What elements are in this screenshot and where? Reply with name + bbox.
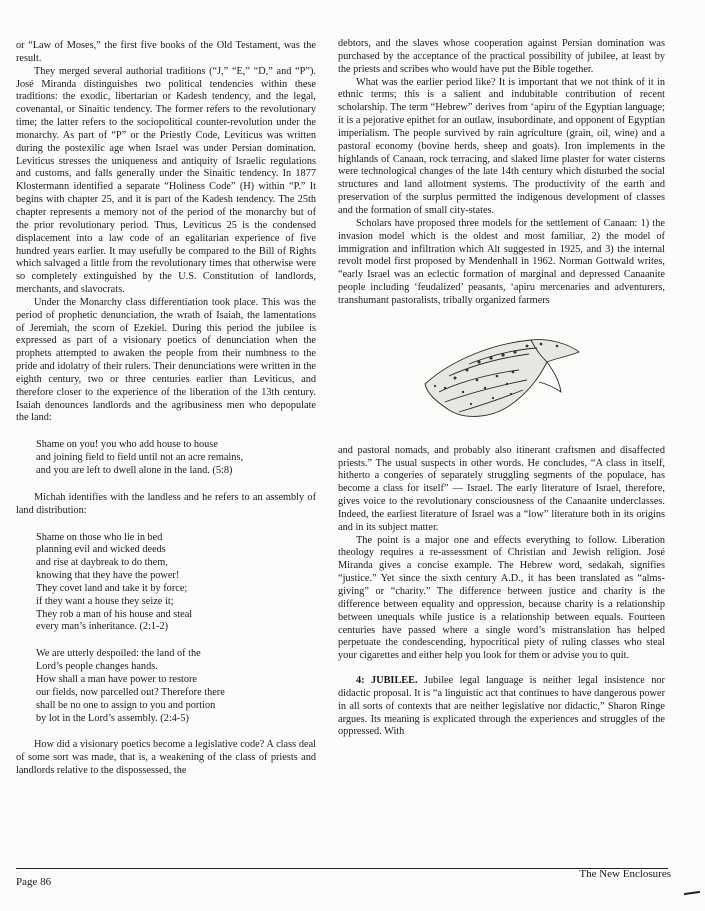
paragraph: How did a visionary poetics become a legislative code? A class deal of some sort was made, that is, a weakening of the class of priests and landlords relative to the dispossessed, the [16, 739, 316, 777]
paragraph: Under the Monarchy class differentiation took place. This was the period of prophetic denunciation, the wrath of Isaiah, the lamentations of Jeremiah, the scorn of Ezekiel. During this period the jubilee is expressed as part of a visionary poetics of denunciation when the prophets attempted to awaken the people from their numbness to the pride and idolatry of their rulers. Their denunciations were written in the eighth century, two or three centuries earlier than Leviticus, and therefore closer to the experience of the liberation of the 13th century. Isaiah denounces landlords and the agribusiness men who depopulate the land: [16, 296, 316, 424]
poem-line: planning evil and wicked deeds [36, 544, 166, 556]
paragraph: or “Law of Moses,” the first five books of the Old Testament, was the result. [16, 40, 316, 64]
poem-line: They rob a man of his house and steal [36, 608, 193, 620]
poem-line: How shall a man have power to restore [36, 673, 197, 685]
paragraph: Scholars have proposed three models for the settlement of Canaan: 1) the invasion model which is the oldest and most familiar, 2) the model of immigration and infiltration which Alt suggested in 1925, and 3) the internal revolt model first proposed by Mendenhall in 1962. Norman Gottwald writes, “early Israel was an eclectic formation of marginal and depressed Canaanite people including ‘feudalized’ peasants, ‘apiru mercenaries and adventurers, transhumant pastoralists, tribally organized farmers [338, 217, 665, 306]
poem-line: We are utterly despoiled: the land of the [36, 648, 201, 660]
poem-line: knowing that they have the power! [36, 570, 180, 582]
footer-rule [16, 868, 668, 869]
conch-shell-icon [419, 322, 584, 427]
paragraph: The point is a major one and effects everything to follow. Liberation theology requires a re-assessment of Christian and Jewish religion. José Miranda gives a concise example. The Hebrew word, sedakah, signifies “justice.” Yet since the sixth century A.D., it has been translated as “alms-giving” or “charity.” The difference between justice and charity is the difference between equality and oppression, because charity is a relationship between unequals while justice is a relationship between equals. Fourteen centuries have passed where a single word’s mistranslation has helped perpetuate the condescending, hypocritical piety of ruling classes who steal your cigarettes and either help you look for them or advise you to quit. [338, 534, 665, 662]
quote-micah-1 [36, 532, 316, 635]
poem-line: every man’s inheritance. (2:1-2) [36, 621, 169, 633]
poem-line: Shame on those who lie in bed [36, 531, 163, 543]
poem-line: They covet land and take it by force; [36, 582, 188, 594]
poem-line: Lord’s people changes hands. [36, 661, 158, 673]
quote-isaiah [36, 439, 316, 478]
page-number: Page 86 [16, 876, 52, 888]
quote-micah-2 [36, 648, 316, 725]
poem-line: and joining field to field until not an acre remains, [36, 452, 244, 464]
scan-mark [684, 891, 700, 895]
paragraph: debtors, and the slaves whose cooperation against Persian domination was purchased by the acceptance of the practical possibility of jubilee, at least by the priests and scribes who would have put the Bible together. [338, 38, 665, 75]
poem-line: and you are left to dwell alone in the land. (5:8) [36, 465, 233, 476]
paragraph: and pastoral nomads, and probably also itinerant craftsmen and disaffected priests.” The usual suspects in other words. He concludes, “A class in itself, hitherto a congeries of separately struggling segments of the populace, has become a class for itself” — Israel. The early literature of Israel, therefore, gives voice to the revolutionary consciousness of the Canaanite underclasses. Indeed, the earliest literature of Israel was a “low” literature both in its origins and in its subject matter. [338, 444, 665, 533]
paragraph: What was the earlier period like? It is important that we not think of it in ethnic terms; this is a salient and indubitable contribution of recent scholarship. The term “Hebrew” derives from ‘apiru of the Egyptian language; it is a pejorative epithet for an outlaw, insubordinate, and opponent of Egyptian imperialism. The people survived by rain agriculture (grain, oil, wine) and a pastoral economy (bovine herds, sheep and goats). Iron implements in the highlands of Canaan, rock terracing, and slaked lime plaster for water cisterns were technological changes of the late 14th century which disturbed the social structures and land allotment systems. The productivity of the earth and preservation of the surplus permitted the indigenous development of classes and the formation of small city-states. [338, 76, 665, 216]
poem-line: if they want a house they seize it; [36, 595, 174, 607]
poem-line: by lot in the Lord’s assembly. (2:4-5) [36, 712, 189, 724]
section-heading: 4: JUBILEE. [356, 675, 418, 687]
section-paragraph [338, 675, 665, 739]
poem-line: our fields, now parcelled out? Therefore there [36, 686, 225, 698]
left-column [16, 40, 316, 778]
right-column [338, 38, 665, 739]
section-text: Jubilee legal language is neither legal insistence nor didactic proposal. It is “a linguistic act that continues to have dangerous power in all sorts of contexts that are neither legislative nor didactic,” Sharon Ringe argues. Its meaning is explicated through the experiences and struggles of the oppressed. With [338, 675, 665, 738]
poem-line: shall be no one to assign to you and portion [36, 699, 216, 711]
publication-title: The New Enclosures [579, 868, 671, 880]
poem-line: Shame on you! you who add house to house [36, 439, 218, 451]
poem-line: and rise at daybreak to do them, [36, 557, 168, 569]
paragraph: Michah identifies with the landless and he refers to an assembly of land distribution: [16, 491, 316, 516]
paragraph: They merged several authorial traditions (“J,” “E,” “D,” and “P”). José Miranda distinguishes two political tendencies within these traditions: the exodic, libertarian or Kadesh tendency, and the legal, covenantal, or Sinaitic tendency. The former refers to the revolutionary time; the latter refers to the sociopolitical counter-revolution under the monarchy. As part of “P” or the Priestly Code, Leviticus was written during the postexilic age when Israel was under Persian domination. Leviticus stresses the uniqueness and antiquity of Israelic regulations and customs, and falls generally under the Sinaitic tendency. In 1877 Klostermann identified a separate “Holiness Code” (H) within “P.” It begins with chapter 25, and it is part of the Kadesh tendency. The 25th chapter represents a memory not of the period of the monarchy but of the prior revolutionary period. Thus, Leviticus 25 is the condensed displacement into a law code of an egalitarian experience of five hundred years earlier. It may usefully be compared to the Bill of Rights which salvaged a little from the revolutionary times that otherwise were so completely extinguished by the U.S. Constitution of landlords, merchants, and slavocrats. [16, 65, 316, 296]
